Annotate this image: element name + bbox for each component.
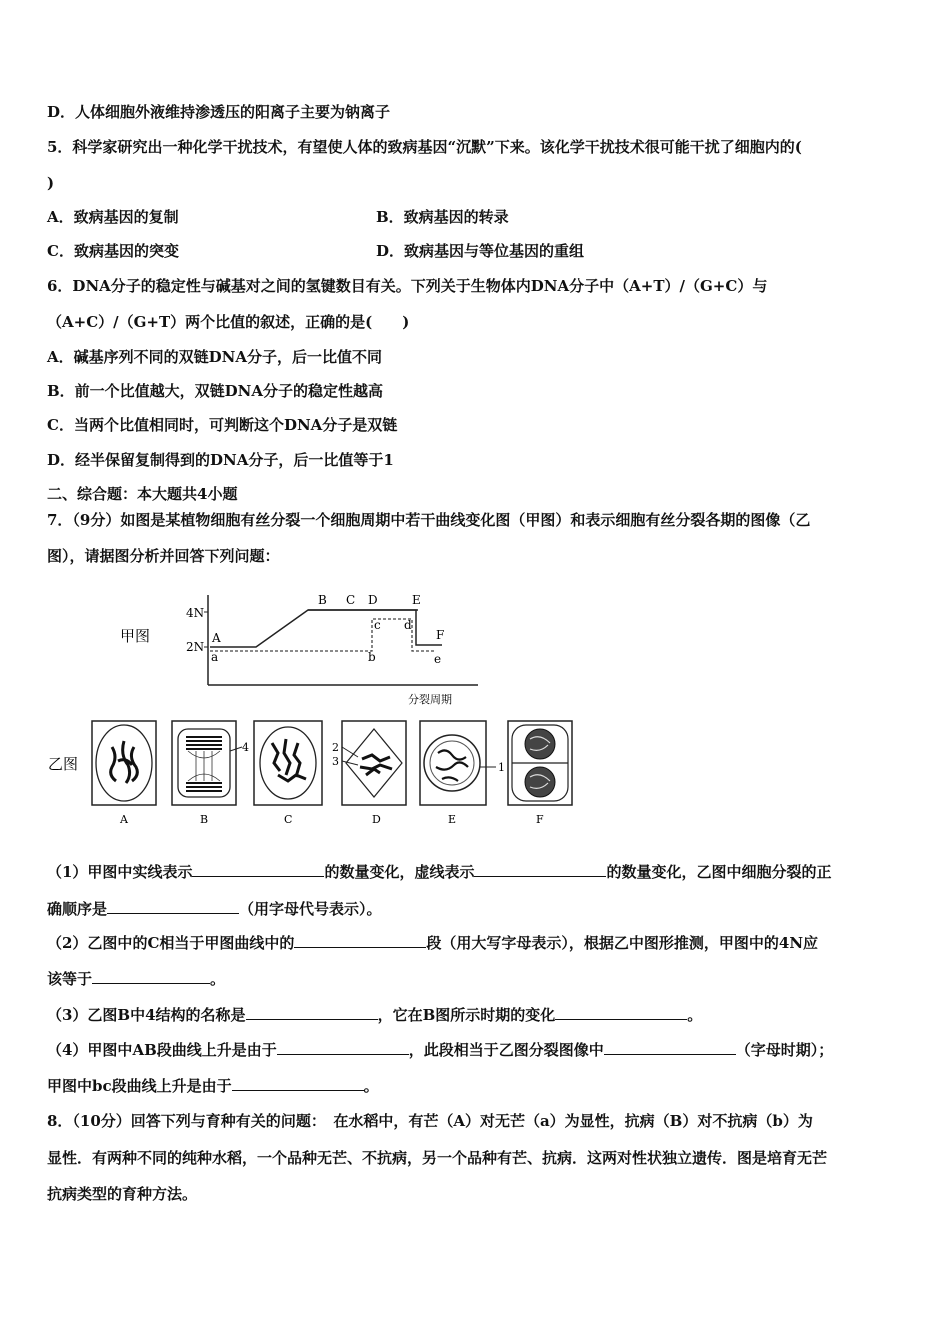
q7-part3: （3）乙图B中4结构的名称是 ，它在B图所示时期的变化 。 — [47, 1006, 703, 1024]
q8-stem-line3: 抗病类型的育种方法。 — [47, 1185, 198, 1203]
q6-stem-line1: 6．DNA分子的稳定性与碱基对之间的氢键数目有关。下列关于生物体内DNA分子中（A+T）/（G+C）与 — [47, 277, 768, 295]
q5-option-c: C．致病基因的突变 — [47, 242, 179, 260]
q6-stem-line2: （A+C）/（G+T）两个比值的叙述，正确的是( ) — [47, 313, 410, 331]
q7-figure — [46, 575, 578, 827]
blank-5[interactable] — [92, 969, 210, 984]
pt-B: B — [318, 593, 327, 607]
q7-part1-line2: 确顺序是 （用字母代号表示）。 — [47, 900, 382, 918]
cell-C-label: C — [284, 813, 293, 826]
cell-C-chromosomes — [272, 739, 306, 781]
q7-part2-line2: 该等于 。 — [47, 970, 226, 988]
cell-A-box — [92, 721, 156, 805]
cell-A-chromosomes — [111, 741, 138, 783]
q7-part1-line1: （1）甲图中实线表示 的数量变化，虚线表示 的数量变化，乙图中细胞分裂的正 — [47, 863, 832, 881]
cell-F-nucleus-top — [525, 729, 555, 759]
pt-D: D — [368, 593, 378, 607]
cell-B-spindle — [188, 751, 220, 781]
cell-E-label: E — [448, 813, 457, 826]
callout-3-line — [342, 761, 358, 765]
blank-7[interactable] — [555, 1005, 687, 1020]
q6-option-a: A．碱基序列不同的双链DNA分子，后一比值不同 — [47, 348, 382, 366]
q5-stem-line2: ) — [47, 174, 55, 192]
cell-A-label: A — [120, 813, 128, 826]
pt-c: c — [374, 618, 381, 632]
cell-C-box — [254, 721, 322, 805]
cell-D-label: D — [372, 813, 381, 826]
cell-D-chromosomes — [360, 755, 392, 775]
label-4n: 4N — [186, 606, 205, 620]
pt-e: e — [434, 652, 442, 666]
q7-figure-svg — [46, 575, 578, 827]
x-axis-label: 分裂周期 — [408, 693, 452, 706]
q5-option-b: B．致病基因的转录 — [376, 208, 509, 226]
q8-stem-line2: 显性．有两种不同的纯种水稻，一个品种无芒、不抗病，另一个品种有芒、抗病．这两对性状独立遗传．图是培育无芒 — [47, 1149, 828, 1167]
q7-part2-line1: （2）乙图中的C相当于甲图曲线中的 段（用大写字母表示），根据乙中图形推测，甲图中的4N应 — [47, 934, 819, 952]
cell-F-label: F — [536, 813, 544, 826]
blank-1[interactable] — [192, 862, 324, 877]
q6-option-b: B．前一个比值越大，双链DNA分子的稳定性越高 — [47, 382, 384, 400]
callout-4: 4 — [242, 741, 249, 754]
pt-d: d — [404, 618, 412, 632]
blank-9[interactable] — [604, 1040, 736, 1055]
pt-C: C — [346, 593, 356, 607]
dotted-curve — [210, 619, 434, 651]
q7-stem-line1: 7．（9分）如图是某植物细胞有丝分裂一个细胞周期中若干曲线变化图（甲图）和表示细胞有丝分裂各期的图像（乙 — [47, 511, 811, 529]
blank-4[interactable] — [294, 933, 426, 948]
pt-F: F — [436, 628, 445, 642]
pt-E: E — [412, 593, 421, 607]
q8-stem-line1: 8．（10分）回答下列与育种有关的问题： 在水稻中，有芒（A）对无芒（a）为显性，抗病（B）对不抗病（b）为 — [47, 1112, 813, 1130]
q7-part4-line1: （4）甲图中AB段曲线上升是由于 ，此段相当于乙图分裂图像中 （字母时期）； — [47, 1041, 834, 1059]
q5-option-a: A．致病基因的复制 — [47, 208, 179, 226]
pt-b: b — [368, 650, 376, 664]
pt-A: A — [212, 631, 221, 645]
q4-option-d: D．人体细胞外液维持渗透压的阳离子主要为钠离子 — [47, 103, 391, 121]
q5-option-d: D．致病基因与等位基因的重组 — [376, 242, 585, 260]
jia-label: 甲图 — [120, 627, 151, 645]
blank-3[interactable] — [107, 899, 239, 914]
blank-8[interactable] — [277, 1040, 409, 1055]
label-2n: 2N — [186, 640, 205, 654]
cell-D-spindle — [346, 729, 402, 797]
q7-part4-line2: 甲图中bc段曲线上升是由于 。 — [47, 1077, 379, 1095]
q6-option-d: D．经半保留复制得到的DNA分子，后一比值等于1 — [47, 451, 394, 469]
q7-stem-line2: 图），请据图分析并回答下列问题： — [47, 547, 280, 565]
callout-2: 2 — [332, 741, 339, 754]
cell-E-chromatin — [436, 750, 468, 781]
blank-6[interactable] — [246, 1005, 378, 1020]
cell-A-body — [96, 725, 152, 801]
cell-C-body — [260, 727, 316, 799]
callout-1: 1 — [498, 761, 505, 774]
solid-curve-part1 — [210, 610, 418, 647]
yi-label: 乙图 — [48, 755, 79, 773]
q5-stem-line1: 5．科学家研究出一种化学干扰技术，有望使人体的致病基因“沉默”下来。该化学干扰技术很可能干扰了细胞内的( — [47, 138, 802, 156]
cell-E-body — [424, 735, 480, 791]
pt-a: a — [211, 650, 219, 664]
cell-F-nucleus-bottom — [525, 767, 555, 797]
blank-10[interactable] — [232, 1076, 364, 1091]
section-heading: 二、综合题：本大题共4小题 — [47, 485, 238, 503]
blank-2[interactable] — [474, 862, 606, 877]
cell-B-label: B — [200, 813, 209, 826]
q6-option-c: C．当两个比值相同时，可判断这个DNA分子是双链 — [47, 416, 398, 434]
callout-3: 3 — [332, 755, 339, 768]
